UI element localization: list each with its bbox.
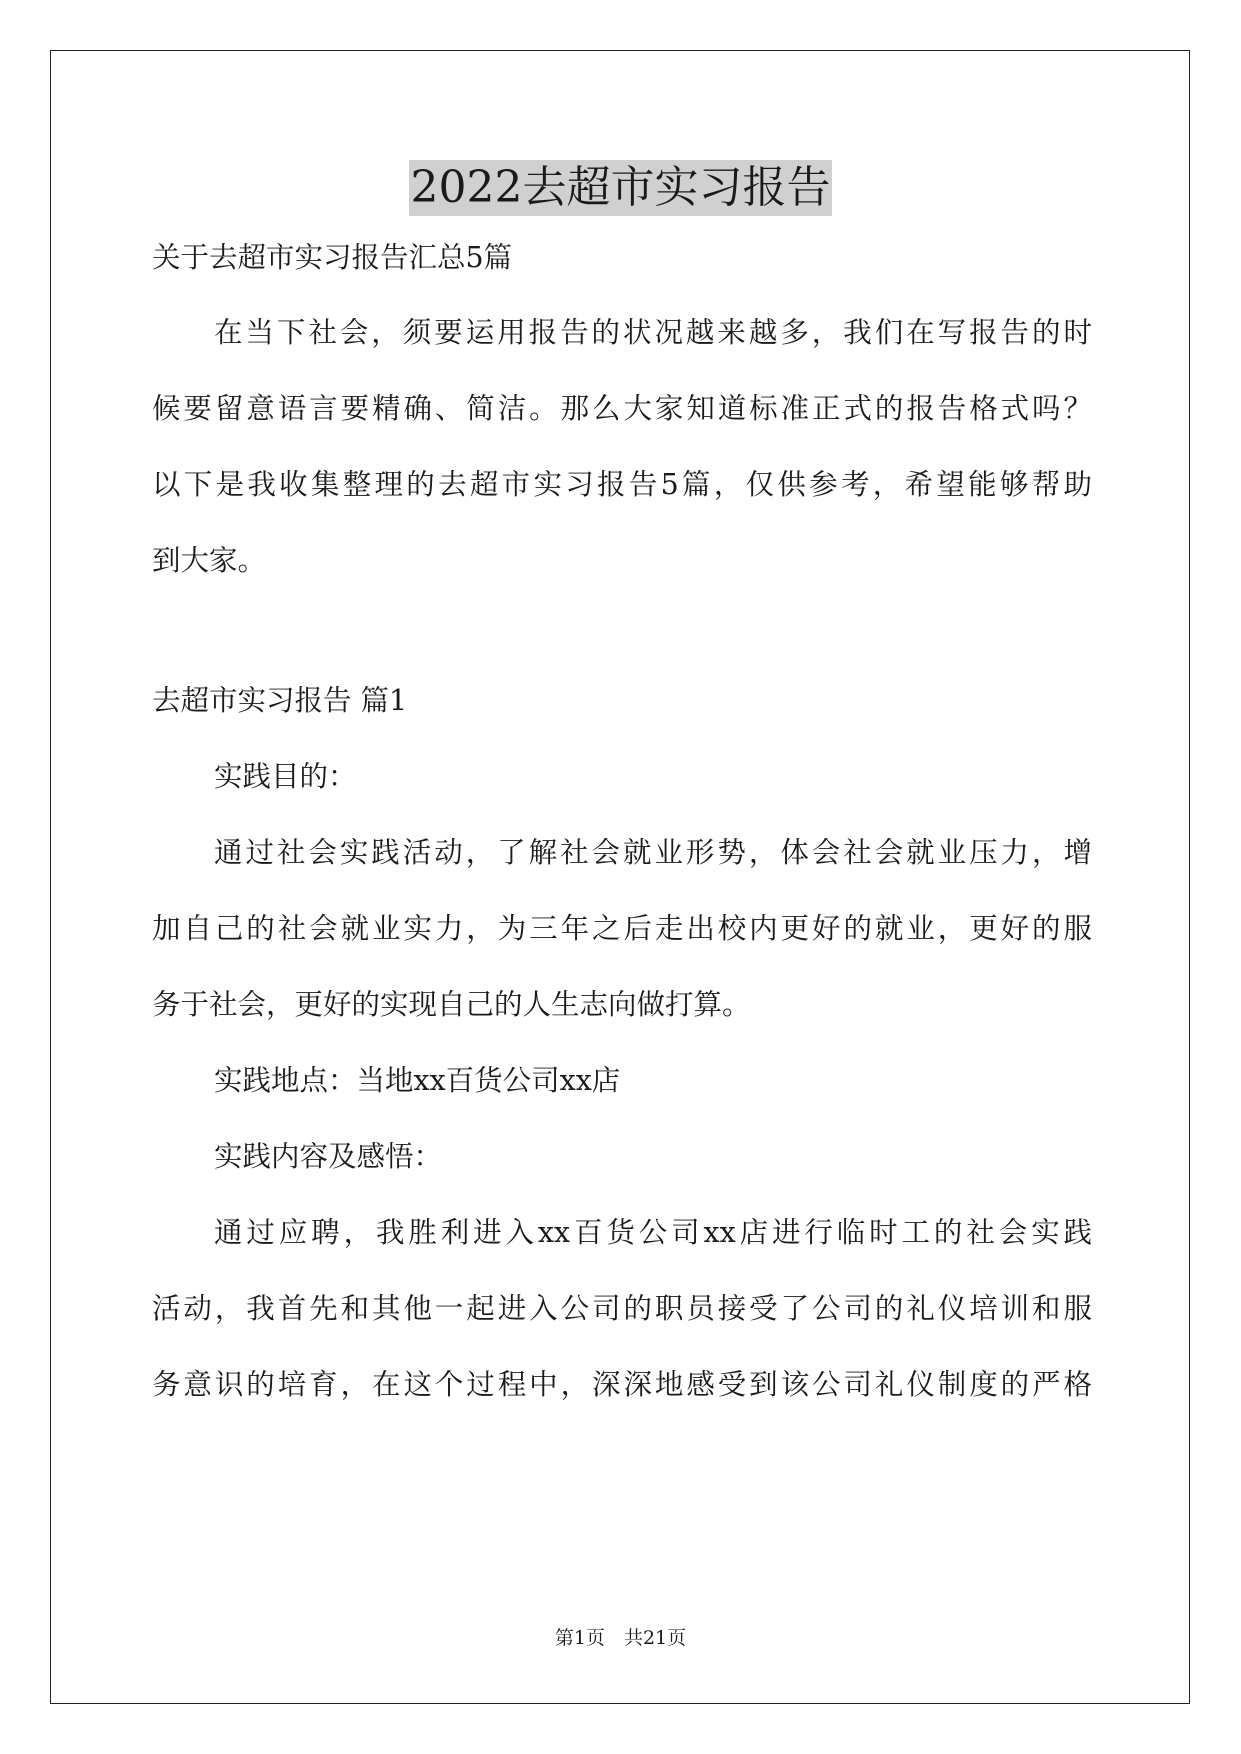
intro-line-4: 到大家。 [152, 544, 267, 577]
intro-line-3: 以下是我收集整理的去超市实习报告5篇，仅供参考，希望能够帮助 [152, 468, 1092, 501]
document-subtitle: 关于去超市实习报告汇总5篇 [152, 241, 513, 274]
page-number-footer: 第1页 共21页 [554, 1627, 687, 1649]
content-line-2: 活动，我首先和其他一起进入公司的职员接受了公司的礼仪培训和服 [152, 1292, 1092, 1325]
purpose-line-3: 务于社会，更好的实现自己的人生志向做打算。 [152, 988, 751, 1021]
document-title: 2022去超市实习报告 [0, 160, 1241, 219]
purpose-line-1: 通过社会实践活动，了解社会就业形势，体会社会就业压力，增 [214, 836, 1092, 869]
content-label: 实践内容及感悟： [214, 1140, 443, 1173]
location-line: 实践地点：当地xx百货公司xx店 [214, 1064, 621, 1097]
intro-line-2: 候要留意语言要精确、简洁。那么大家知道标准正式的报告格式吗？ [152, 392, 1092, 425]
content-line-3: 务意识的培育，在这个过程中，深深地感受到该公司礼仪制度的严格 [152, 1368, 1092, 1401]
purpose-label: 实践目的： [214, 760, 357, 793]
purpose-line-2: 加自己的社会就业实力，为三年之后走出校内更好的就业，更好的服 [152, 912, 1092, 945]
page-border [50, 50, 1190, 1704]
section-heading: 去超市实习报告 篇1 [152, 684, 408, 717]
content-line-1: 通过应聘，我胜利进入xx百货公司xx店进行临时工的社会实践 [214, 1216, 1092, 1249]
intro-line-1: 在当下社会，须要运用报告的状况越来越多，我们在写报告的时 [214, 316, 1092, 349]
